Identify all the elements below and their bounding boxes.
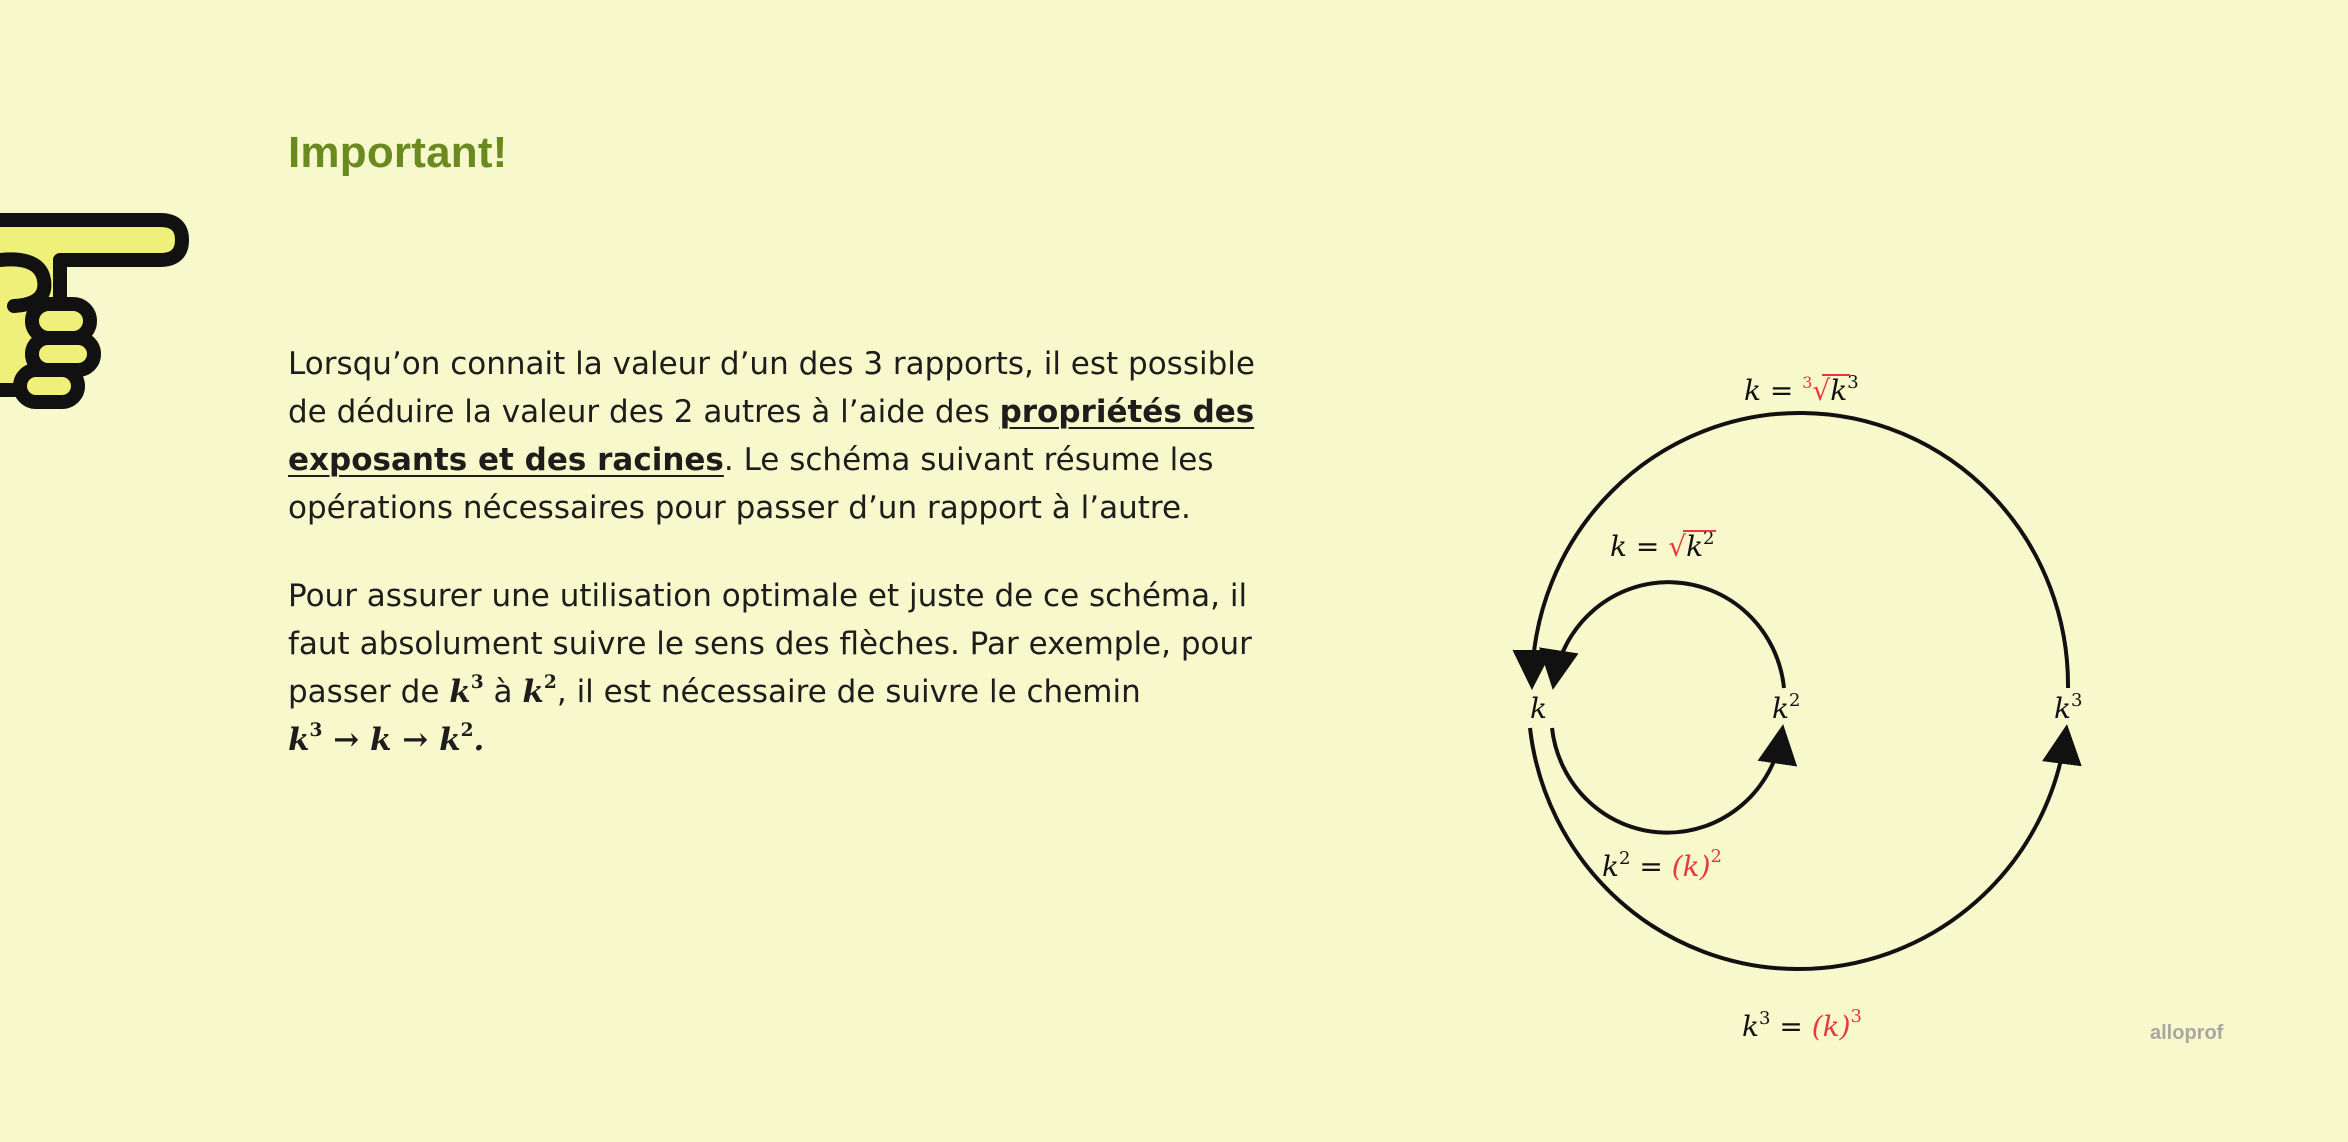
alloprof-logo: alloprof <box>2150 1022 2224 1044</box>
paragraph-arrows-path-intro: , il est nécessaire de suivre le chemin <box>556 674 1141 710</box>
math-k-cubed: $k^3$ <box>449 672 484 710</box>
node-k-cubed: $k^3$ <box>2054 690 2083 725</box>
paragraph-ratios-intro: Lorsqu’on connait la valeur d’un des 3 rapports, il est possible de déduire la valeur des 2 autres à l’aide des <box>288 346 1255 430</box>
label-cube: $k^3 = (k)^3$ <box>1742 1006 1862 1043</box>
label-square: $k^2 = (k)^2$ <box>1602 846 1722 883</box>
paragraph-arrows-to: à <box>483 674 523 710</box>
paragraph-arrows <box>288 572 1298 764</box>
explanation-text <box>288 340 1298 804</box>
node-k: k <box>1530 692 1547 725</box>
inner-bottom-arrow <box>1552 728 1782 833</box>
node-k-squared: $k^2$ <box>1772 690 1801 725</box>
paragraph-ratios <box>288 340 1298 532</box>
outer-bottom-arrow <box>1530 728 2066 969</box>
pointing-hand-icon <box>0 200 200 420</box>
inner-top-arrow <box>1554 582 1784 688</box>
math-k-squared: $k^2$ <box>522 672 557 710</box>
paragraph-arrows-intro: Pour assurer une utilisation optimale et juste de ce schéma, il faut absolument suivre le sens des flèches. Par exemple, pour passer de <box>288 578 1252 710</box>
label-cube-root: $k = ^3√k^3$ <box>1744 372 1859 407</box>
properties-exponents-roots-link[interactable]: propriétés des exposants et des racines <box>288 394 1255 478</box>
page-title: Important! <box>288 128 508 177</box>
paragraph-ratios-outro: . Le schéma suivant résume les opérations nécessaires pour passer d’un rapport à l’autre. <box>288 442 1214 526</box>
label-square-root: $k = √k^2$ <box>1610 528 1715 563</box>
ratio-conversion-diagram <box>1490 350 2110 1070</box>
math-path: $k^3 \to k \to k^2$. <box>288 720 485 758</box>
